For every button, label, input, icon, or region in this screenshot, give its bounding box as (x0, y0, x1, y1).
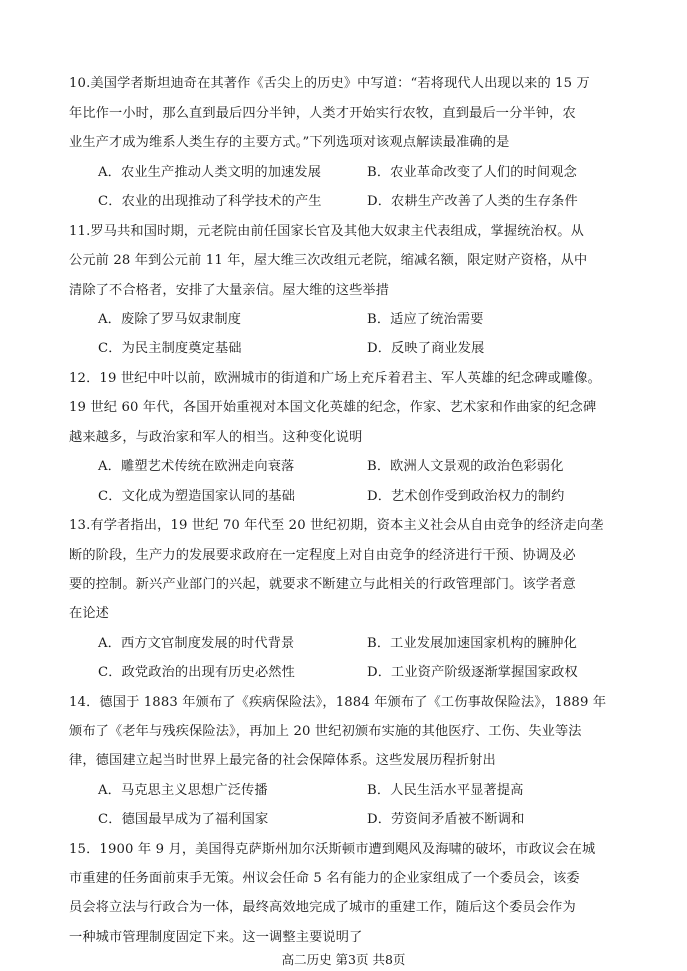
question-12-option-a: A．雕塑艺术传统在欧洲走向衰落 (98, 459, 295, 474)
question-11-option-c: C．为民主制度奠定基础 (98, 341, 242, 356)
question-10-option-d: D．农耕生产改善了人类的生存条件 (367, 194, 578, 209)
question-15-line-3: 员会将立法与行政合为一体，最终高效地完成了城市的重建工作，随后这个委员会作为 (69, 900, 576, 915)
question-12-option-c: C．文化成为塑造国家认同的基础 (98, 489, 295, 504)
question-10-option-a: A．农业生产推动人类文明的加速发展 (98, 165, 322, 180)
question-12-line-3: 越来越多，与政治家和军人的相当。这种变化说明 (69, 430, 363, 445)
question-10-option-b: B．农业革命改变了人们的时间观念 (367, 165, 577, 180)
question-14-option-a: A．马克思主义思想广泛传播 (98, 783, 268, 798)
question-10-line-3: 业生产才成为维系人类生存的主要方式。”下列选项对该观点解读最准确的是 (69, 135, 510, 150)
question-11-option-a: A．废除了罗马奴隶制度 (98, 312, 242, 327)
question-11-line-2: 公元前 28 年到公元前 11 年，屋大维三次改组元老院，缩减名额，限定财产资格，从中 (69, 253, 588, 268)
question-14-line-3: 律，德国建立起当时世界上最完备的社会保障体系。这些发展历程折射出 (69, 753, 496, 768)
question-11-line-3: 清除了不合格者，安排了大量亲信。屋大维的这些举措 (69, 283, 390, 298)
question-10-line-2: 年比作一小时，那么直到最后四分半钟，人类才开始实行农牧，直到最后一分半钟，农 (69, 106, 576, 121)
question-13-option-c: C．政党政治的出现有历史必然性 (98, 665, 295, 680)
question-12-line-2: 19 世纪 60 年代，各国开始重视对本国文化英雄的纪念，作家、艺术家和作曲家的纪念碑 (69, 400, 597, 415)
question-13-line-2: 断的阶段，生产力的发展要求政府在一定程度上对自由竞争的经济进行干预、协调及必 (69, 548, 576, 563)
question-14-line-1: 14．德国于 1883 年颁布了《疾病保险法》，1884 年颁布了《工伤事故保险法》，1889 年 (69, 695, 607, 710)
question-15-line-2: 市重建的任务面前束手无策。州议会任命 5 名有能力的企业家组成了一个委员会，该委 (69, 871, 580, 886)
question-15-line-1: 15．1900 年 9 月，美国得克萨斯州加尔沃斯顿市遭到飓风及海啸的破坏，市政议会在城 (69, 842, 596, 857)
question-12-line-1: 12．19 世纪中叶以前，欧洲城市的街道和广场上充斥着君主、军人英雄的纪念碑或雕像。 (69, 371, 601, 386)
page-footer: 高二历史 第3页 共8页 (281, 952, 406, 967)
question-13-option-d: D．工业资产阶级逐渐掌握国家政权 (367, 665, 578, 680)
question-14-option-b: B．人民生活水平显著提高 (367, 783, 524, 798)
question-14-option-c: C．德国最早成为了福利国家 (98, 812, 269, 827)
question-14-line-2: 颁布了《老年与残疾保险法》，再加上 20 世纪初颁布实施的其他医疗、工伤、失业等法 (69, 724, 582, 739)
question-13-line-3: 要的控制。新兴产业部门的兴起，就要求不断建立与此相关的行政管理部门。该学者意 (69, 577, 576, 592)
question-13-option-a: A．西方文官制度发展的时代背景 (98, 636, 295, 651)
question-11-option-d: D．反映了商业发展 (367, 341, 485, 356)
question-13-line-4: 在论述 (69, 606, 110, 621)
question-15-line-4: 一种城市管理制度固定下来。这一调整主要说明了 (69, 930, 363, 945)
question-10-option-c: C．农业的出现推动了科学技术的产生 (98, 194, 322, 209)
question-13-option-b: B．工业发展加速国家机构的臃肿化 (367, 636, 577, 651)
question-11-option-b: B．适应了统治需要 (367, 312, 484, 327)
question-12-option-d: D．艺术创作受到政治权力的制约 (367, 489, 565, 504)
question-10-line-1: 10.美国学者斯坦迪奇在其著作《舌尖上的历史》中写道：“若将现代人出现以来的 15 万 (69, 76, 590, 91)
question-11-line-1: 11.罗马共和国时期，元老院由前任国家长官及其他大奴隶主代表组成，掌握统治权。从 (69, 224, 584, 239)
question-13-line-1: 13.有学者指出，19 世纪 70 年代至 20 世纪初期，资本主义社会从自由竞争的经济走向垄 (69, 518, 604, 533)
question-12-option-b: B．欧洲人文景观的政治色彩弱化 (367, 459, 564, 474)
question-14-option-d: D．劳资间矛盾被不断调和 (367, 812, 525, 827)
